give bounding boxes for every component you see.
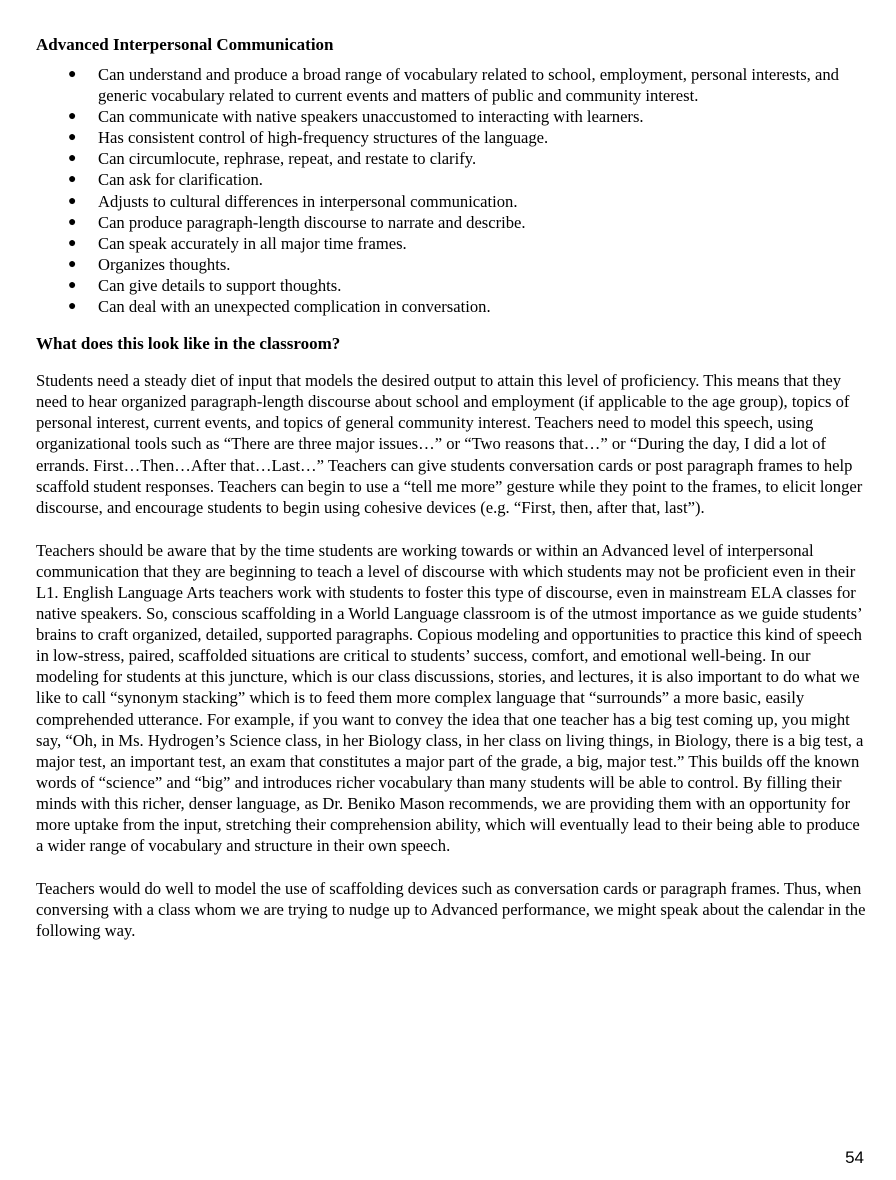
section-heading-advanced-interpersonal: Advanced Interpersonal Communication <box>36 35 334 54</box>
list-item: ● Can produce paragraph-length discourse to narrate and describe. <box>68 212 526 232</box>
bullet-icon: ● <box>68 193 77 209</box>
bullet-icon: ● <box>68 299 77 315</box>
list-item: ● Can ask for clarification. <box>68 170 263 190</box>
bullet-icon: ● <box>68 277 77 293</box>
skills-bullet-list <box>36 64 870 317</box>
list-item: ● Has consistent control of high-frequency structures of the language. <box>68 128 549 148</box>
document-page <box>36 34 870 941</box>
body-paragraph: Teachers would do well to model the use of scaffolding devices such as conversation cards or paragraph frames. Thus, when conversing with a class whom we are trying to nudge up to Advanced performance, we might speak about the calendar in the following way. <box>36 879 866 941</box>
list-item: ● Can understand and produce a broad range of vocabulary related to school, employment, personal interests, and generic vocabulary related to current events and matters of public and community interest. <box>68 65 839 106</box>
list-item: ● Organizes thoughts. <box>68 254 231 274</box>
bullet-icon: ● <box>68 256 77 272</box>
list-item: ● Can circumlocute, rephrase, repeat, and restate to clarify. <box>68 149 477 169</box>
bullet-icon: ● <box>68 109 77 125</box>
list-item: ● Can communicate with native speakers unaccustomed to interacting with learners. <box>68 107 644 127</box>
body-paragraph: Students need a steady diet of input that models the desired output to attain this level of proficiency. This means that they need to hear organized paragraph-length discourse about school and employment (if applicable to the age group), topics of personal interest, current events, and topics of general community interest. Teachers need to model this speech, using organizational tools such as “There are three major issues…” or “Two reasons that…” or “During the day, I did a lot of errands. First…Then…After that…Last…” Teachers can give students conversation cards or post paragraph frames to help scaffold student responses. Teachers can begin to use a “tell me more” gesture while they point to the frames, to elicit longer discourse, and encourage students to begin using cohesive devices (e.g. “First, then, after that, last”). <box>36 371 863 517</box>
list-item: ● Can give details to support thoughts. <box>68 275 342 295</box>
section-heading-classroom: What does this look like in the classroom? <box>36 334 341 354</box>
bullet-icon: ● <box>68 151 77 167</box>
bullet-icon: ● <box>68 214 77 230</box>
body-paragraph: Teachers should be aware that by the time students are working towards or within an Advanced level of interpersonal communication that they are beginning to teach a level of discourse with which students may not be proficient even in their L1. English Language Arts teachers work with students to foster this type of discourse, even in mainstream ELA classes for native speakers. So, conscious scaffolding in a World Language classroom is of the utmost importance as we guide students’ brains to craft organized, detailed, supported paragraphs. Copious modeling and opportunities to practice this kind of speech in low-stress, paired, scaffolded situations are critical to students’ success, comfort, and emotional well-being. In our modeling for students at this juncture, which is our class discussions, stories, and lectures, it is also important to do what we like to call “synonym stacking” which is to feed them more complex language that “surrounds” a more basic, easily comprehended utterance. For example, if you want to convey the idea that one teacher has a big test coming up, you might say, “Oh, in Ms. Hydrogen’s Science class, in her Biology class, in her class on living things, in Biology, there is a big test, a major test, an important test, an exam that constitutes a major part of the grade, a big, major test.” This builds off the known words of “science” and “big” and introduces richer vocabulary than many students will be able to control. By filling their minds with this richer, denser language, as Dr. Beniko Mason recommends, we are providing them with an opportunity for more uptake from the input, stretching their comprehension ability, which will eventually lead to their being able to produce a wider range of vocabulary and structure in their own speech. <box>36 540 864 856</box>
page-number: 54 <box>845 1148 864 1167</box>
bullet-icon: ● <box>68 172 77 188</box>
bullet-icon: ● <box>68 130 77 146</box>
list-item: ● Adjusts to cultural differences in interpersonal communication. <box>68 191 518 211</box>
bullet-icon: ● <box>68 67 77 82</box>
bullet-icon: ● <box>68 235 77 251</box>
list-item: ● Can speak accurately in all major time frames. <box>68 233 407 253</box>
list-item: ● Can deal with an unexpected complication in conversation. <box>68 297 491 317</box>
